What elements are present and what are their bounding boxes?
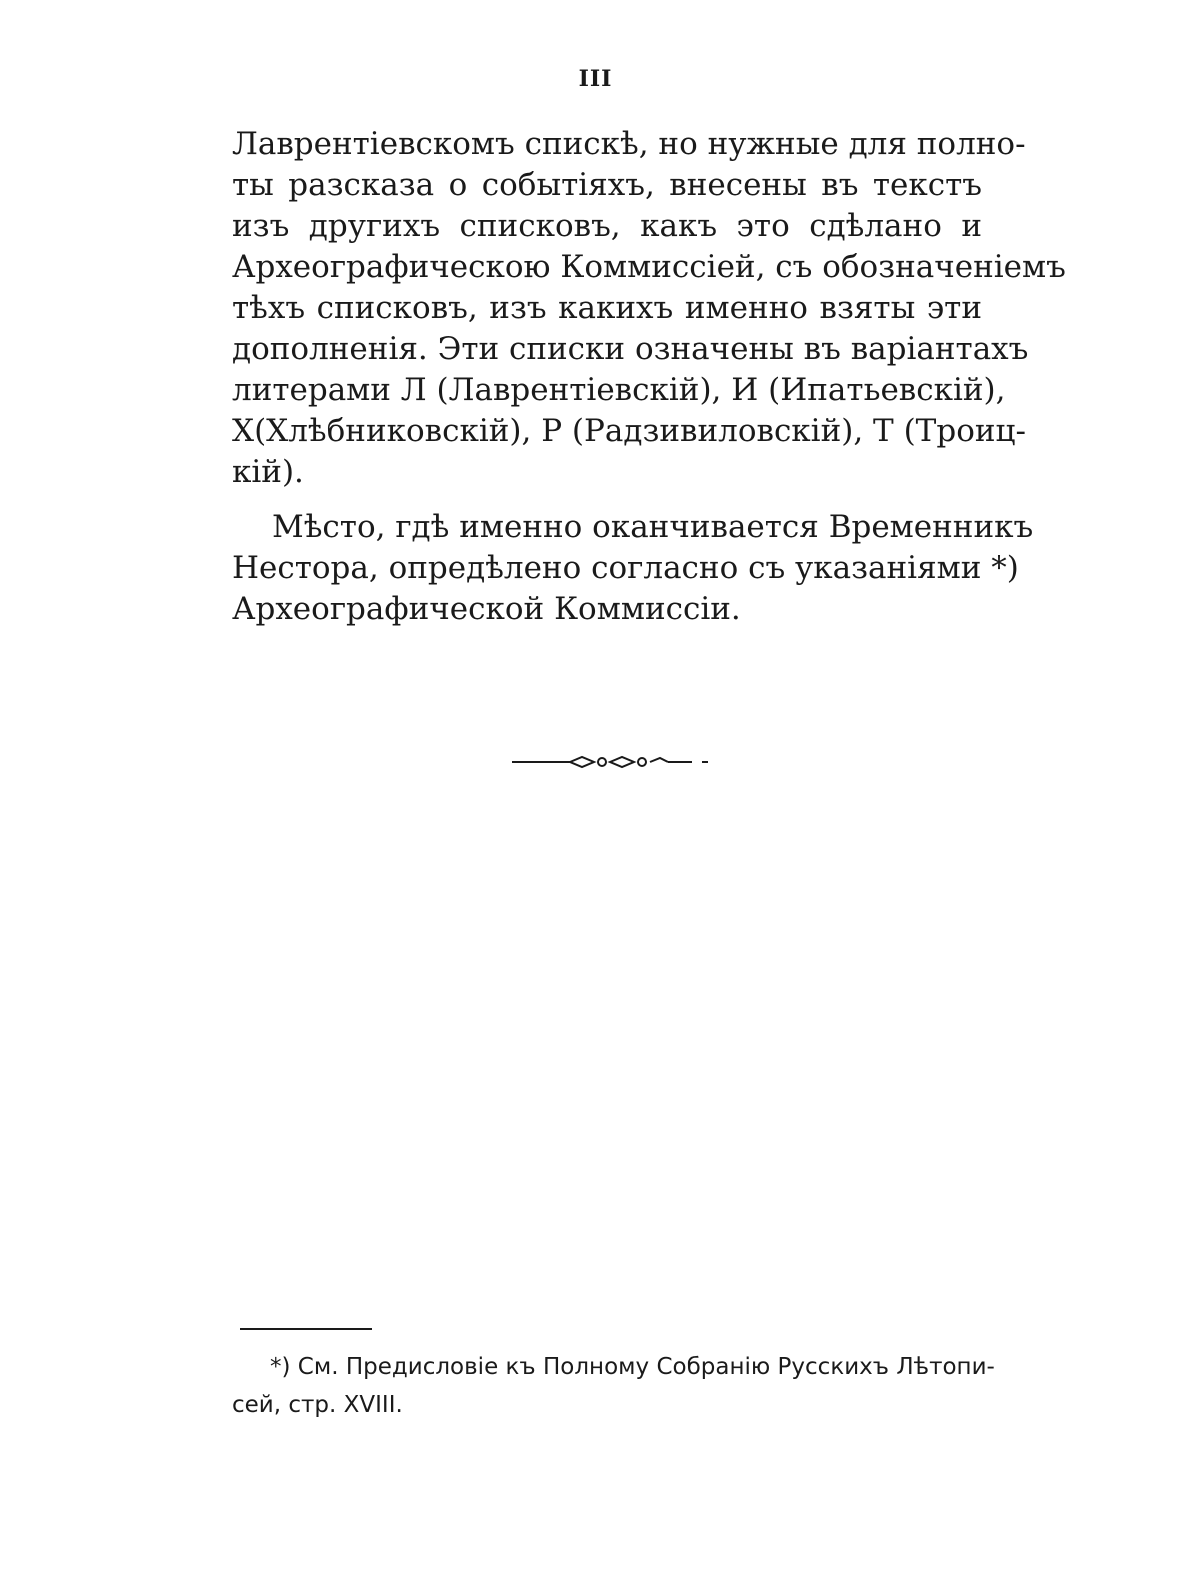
text-line: Лаврентiевскомъ спискѣ, но нужные для полно- (232, 126, 1026, 162)
text-line: ты разсказа о событiяхъ, внесены въ текстъ (232, 167, 982, 203)
text-line: изъ другихъ списковъ, какъ это сдѣлано и (232, 208, 982, 244)
footnote-line: сей, стр. XVIII. (232, 1392, 403, 1418)
text-line: Нестора, опредѣлено согласно съ указанiями *) (232, 550, 1019, 586)
text-line: кiй). (232, 454, 304, 490)
paragraph-2 (232, 507, 1034, 630)
text-line: Археографической Коммиссiи. (232, 591, 741, 627)
footnote-line: *) См. Предисловiе къ Полному Собранiю Русскихъ Лѣтопи- (270, 1354, 995, 1380)
text-line: литерами Л (Лаврентiевскiй), И (Ипатьевскiй), (232, 372, 1006, 408)
text-line: тѣхъ списковъ, изъ какихъ именно взяты эти (232, 290, 982, 326)
text-line: Археографическою Коммиссiей, съ обозначенiемъ (232, 249, 1066, 285)
text-line: Х(Хлѣбниковскiй), Р (Радзивиловскiй), Т (Троиц- (232, 413, 1026, 449)
text-line: Мѣсто, гдѣ именно оканчивается Временникъ (272, 509, 1034, 545)
ornament-divider-icon (512, 750, 712, 774)
footnote-rule (240, 1328, 372, 1330)
body-text (232, 124, 1066, 630)
footnote (232, 1348, 995, 1424)
paragraph-1 (232, 124, 1066, 493)
text-line: дополненiя. Эти списки означены въ варiантахъ (232, 331, 1029, 367)
page-number: III (578, 66, 613, 92)
